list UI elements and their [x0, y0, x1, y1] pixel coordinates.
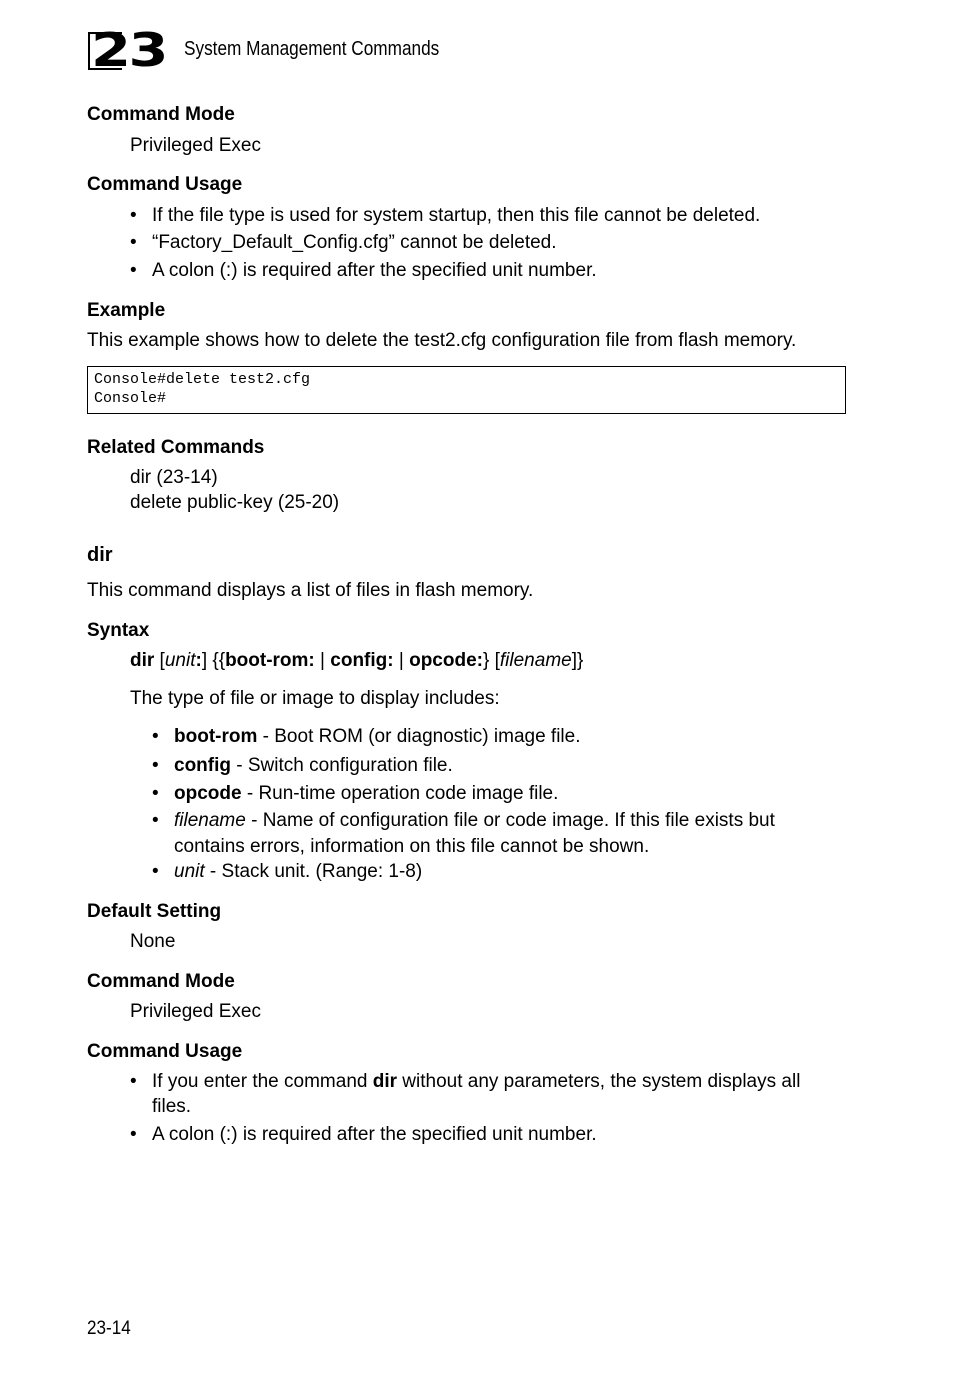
dir-description: This command displays a list of files in flash memory.	[87, 580, 534, 601]
type-desc: - Boot ROM (or diagnostic) image file.	[257, 726, 581, 747]
type-intro: The type of file or image to display includes:	[130, 688, 500, 709]
usage-bold: dir	[372, 1071, 398, 1092]
syntax-heading: Syntax	[87, 620, 150, 641]
chapter-number-badge	[88, 23, 167, 77]
bullet-glyph: •	[152, 783, 159, 804]
related-command-2: delete public-key (25-20)	[130, 492, 340, 513]
page-number: 23-14	[87, 1318, 131, 1339]
code-line: Console#delete test2.cfg	[94, 371, 311, 388]
bullet-glyph: •	[152, 810, 159, 831]
dir-command-mode-value: Privileged Exec	[130, 1001, 261, 1022]
syntax-sep: |	[393, 650, 410, 671]
dir-command-usage-heading: Command Usage	[87, 1041, 243, 1062]
default-setting-value: None	[130, 931, 176, 952]
syntax-unit: unit	[164, 650, 196, 671]
type-desc: - Stack unit. (Range: 1-8)	[204, 861, 423, 882]
bullet-glyph: •	[130, 205, 137, 226]
usage-text: If the file type is used for system startup, then this file cannot be deleted.	[152, 205, 761, 226]
example-text: This example shows how to delete the test2.cfg configuration file from flash memory.	[87, 330, 797, 351]
related-commands-heading: Related Commands	[87, 437, 265, 458]
type-term: boot-rom	[174, 726, 258, 747]
type-item-text	[174, 810, 775, 832]
type-item-text	[174, 726, 581, 748]
usage-text: “Factory_Default_Config.cfg” cannot be deleted.	[152, 232, 557, 253]
dir-usage-text	[152, 1071, 800, 1093]
syntax-filename: filename	[499, 650, 572, 671]
bullet-glyph: •	[130, 1071, 137, 1092]
chapter-number: 23	[91, 23, 167, 77]
type-desc: - Run-time operation code image file.	[241, 783, 559, 804]
usage-pre: If you enter the command	[152, 1071, 373, 1092]
syntax-sep: |	[314, 650, 331, 671]
type-item-text	[174, 783, 558, 805]
syntax-part: } [	[482, 650, 500, 671]
syntax-part: ] {{	[201, 650, 226, 671]
type-term: config	[174, 755, 231, 776]
bullet-glyph: •	[152, 726, 159, 747]
type-desc: - Switch configuration file.	[231, 755, 453, 776]
code-block	[87, 366, 846, 414]
dir-command-mode-heading: Command Mode	[87, 971, 235, 992]
command-mode-value: Privileged Exec	[130, 135, 261, 156]
usage-post: without any parameters, the system displays all	[397, 1071, 801, 1092]
bullet-glyph: •	[152, 755, 159, 776]
syntax-cmd: dir	[130, 650, 155, 671]
syntax-opcode: opcode:	[409, 650, 483, 671]
syntax-colon: :	[195, 650, 202, 671]
syntax-config: config:	[330, 650, 394, 671]
command-usage-heading: Command Usage	[87, 174, 243, 195]
syntax-part: ]}	[571, 650, 584, 671]
command-mode-heading: Command Mode	[87, 104, 235, 125]
type-term: filename	[174, 810, 246, 831]
bullet-glyph: •	[130, 260, 137, 281]
syntax-line	[130, 650, 583, 672]
dir-usage-continued: files.	[152, 1096, 192, 1117]
syntax-bootrom: boot-rom:	[225, 650, 315, 671]
dir-usage-text: A colon (:) is required after the specified unit number.	[152, 1124, 597, 1145]
dir-command-title: dir	[87, 544, 113, 566]
type-term: unit	[174, 861, 205, 882]
type-term: opcode	[174, 783, 242, 804]
type-item-text	[174, 755, 453, 777]
syntax-part: [	[154, 650, 165, 671]
example-heading: Example	[87, 300, 166, 321]
code-line: Console#	[94, 390, 167, 407]
type-item-text	[174, 861, 422, 883]
default-setting-heading: Default Setting	[87, 901, 222, 922]
chapter-title: System Management Commands	[184, 38, 440, 60]
bullet-glyph: •	[130, 1124, 137, 1145]
related-command-1: dir (23-14)	[130, 467, 218, 488]
type-desc-continued: contains errors, information on this file cannot be shown.	[174, 836, 650, 857]
type-desc: - Name of configuration file or code image. If this file exists but	[245, 810, 775, 831]
bullet-glyph: •	[152, 861, 159, 882]
usage-text: A colon (:) is required after the specified unit number.	[152, 260, 597, 281]
bullet-glyph: •	[130, 232, 137, 253]
